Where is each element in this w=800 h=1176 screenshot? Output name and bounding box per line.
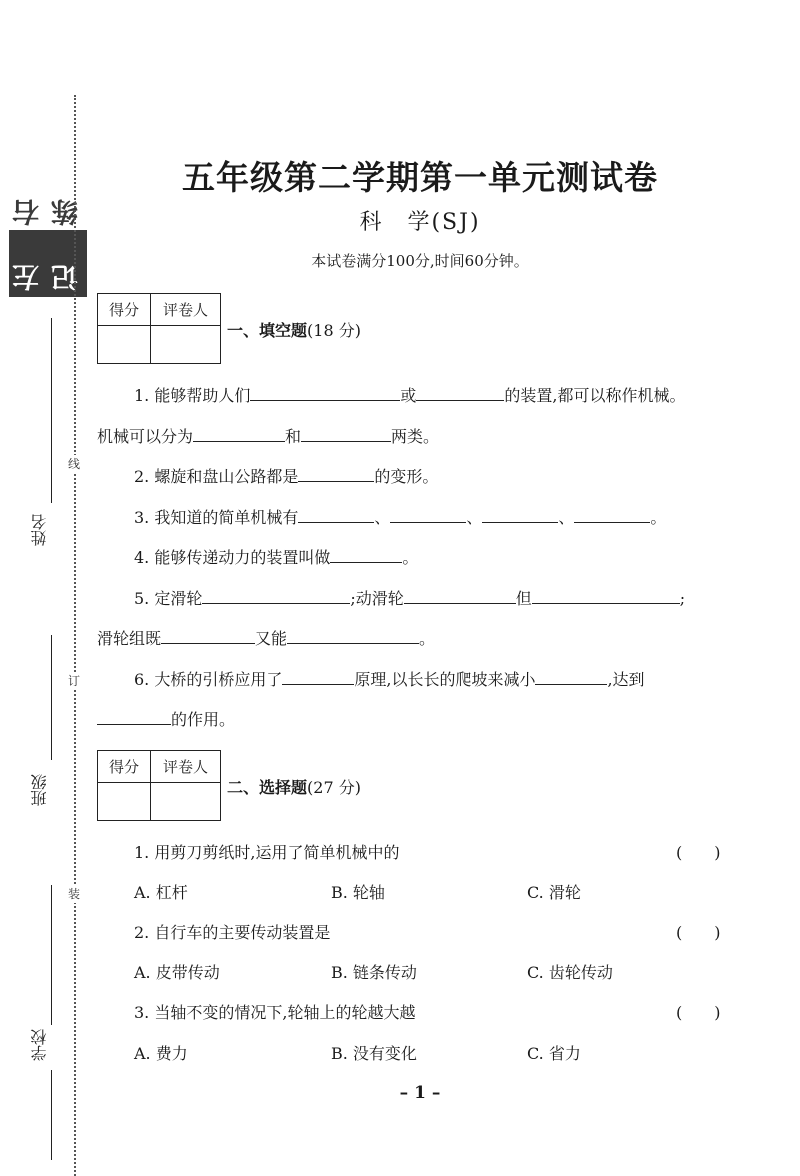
answer-paren[interactable]: ( )	[676, 923, 721, 942]
class-label: 班级	[30, 774, 49, 806]
answer-blank[interactable]	[202, 587, 350, 604]
score-header: 得分	[108, 301, 139, 319]
option-c[interactable]: C. 齿轮传动	[527, 963, 613, 982]
option-a[interactable]: A. 费力	[134, 1044, 188, 1063]
answer-blank[interactable]	[390, 506, 466, 523]
answer-blank[interactable]	[532, 587, 680, 604]
section-title-text: 一、填空题	[227, 321, 308, 340]
question-5: 5. 定滑轮 ;动滑轮 但 ;	[134, 589, 686, 608]
grader-header: 评卷人	[162, 758, 208, 776]
answer-blank[interactable]	[535, 668, 607, 685]
name-label: 姓名	[30, 514, 49, 546]
answer-blank[interactable]	[330, 546, 402, 563]
answer-blank[interactable]	[574, 506, 650, 523]
answer-blank[interactable]	[301, 425, 391, 442]
brand-logo	[13, 172, 83, 297]
exam-info: 本试卷满分100分,时间60分钟。	[311, 252, 529, 270]
answer-blank[interactable]	[482, 506, 558, 523]
bottom-margin-line	[51, 1070, 52, 1160]
cut-mark-staple: 订	[67, 674, 80, 688]
answer-blank[interactable]	[404, 587, 516, 604]
section-title-fill	[227, 318, 361, 341]
answer-blank[interactable]	[298, 465, 374, 482]
section-points: (18 分)	[307, 321, 361, 340]
page-subtitle: 科 学(SJ)	[359, 210, 481, 235]
section-title-text: 二、选择题	[227, 778, 308, 797]
option-a[interactable]: A. 皮带传动	[134, 963, 220, 982]
score-table	[97, 750, 221, 821]
option-b[interactable]: B. 没有变化	[331, 1044, 417, 1063]
score-table	[97, 293, 221, 364]
school-write-line	[51, 885, 52, 1025]
brand-text-left: 左记	[9, 231, 87, 298]
section-title-choice	[227, 775, 361, 798]
option-c[interactable]: C. 省力	[527, 1044, 581, 1063]
answer-blank[interactable]	[250, 384, 400, 401]
question-3: 3. 我知道的简单机械有 、 、 、 。	[134, 508, 667, 527]
class-write-line	[51, 635, 52, 760]
section-points: (27 分)	[307, 778, 361, 797]
choice-question-2: 2. 自行车的主要传动装置是	[134, 923, 331, 942]
option-a[interactable]: A. 杠杆	[134, 883, 188, 902]
choice-question-1: 1. 用剪刀剪纸时,运用了简单机械中的	[134, 843, 400, 862]
cut-mark-line: 线	[67, 457, 80, 471]
page-title: 五年级第二学期第一单元测试卷	[182, 158, 658, 197]
question-6-cont: 的作用。	[97, 708, 235, 731]
answer-blank[interactable]	[298, 506, 374, 523]
brand-text-right: 右练	[13, 198, 83, 227]
answer-blank[interactable]	[193, 425, 285, 442]
answer-paren[interactable]: ( )	[676, 843, 721, 862]
page-number: – 1 –	[399, 1083, 441, 1103]
option-c[interactable]: C. 滑轮	[527, 883, 581, 902]
answer-blank[interactable]	[282, 668, 354, 685]
question-1: 1. 能够帮助人们 或 的装置,都可以称作机械。	[134, 386, 686, 405]
option-b[interactable]: B. 链条传动	[331, 963, 417, 982]
question-1-cont: 机械可以分为 和 两类。	[97, 427, 440, 446]
school-label: 学校	[30, 1029, 49, 1061]
name-write-line	[51, 318, 52, 503]
binding-dotted-line	[74, 95, 76, 1176]
question-5-cont: 滑轮组既 又能 。	[97, 629, 436, 648]
question-2: 2. 螺旋和盘山公路都是 的变形。	[134, 467, 439, 486]
answer-blank[interactable]	[97, 708, 171, 725]
grader-header: 评卷人	[162, 301, 208, 319]
answer-blank[interactable]	[287, 627, 419, 644]
answer-blank[interactable]	[161, 627, 255, 644]
answer-paren[interactable]: ( )	[676, 1003, 721, 1022]
choice-question-3: 3. 当轴不变的情况下,轮轴上的轮越大越	[134, 1003, 416, 1022]
score-header: 得分	[108, 758, 139, 776]
cut-mark-bind: 装	[67, 887, 80, 901]
option-b[interactable]: B. 轮轴	[331, 883, 385, 902]
question-6: 6. 大桥的引桥应用了 原理,以长长的爬坡来减小 ,达到	[134, 670, 645, 689]
answer-blank[interactable]	[416, 384, 504, 401]
question-4: 4. 能够传递动力的装置叫做 。	[134, 548, 419, 567]
